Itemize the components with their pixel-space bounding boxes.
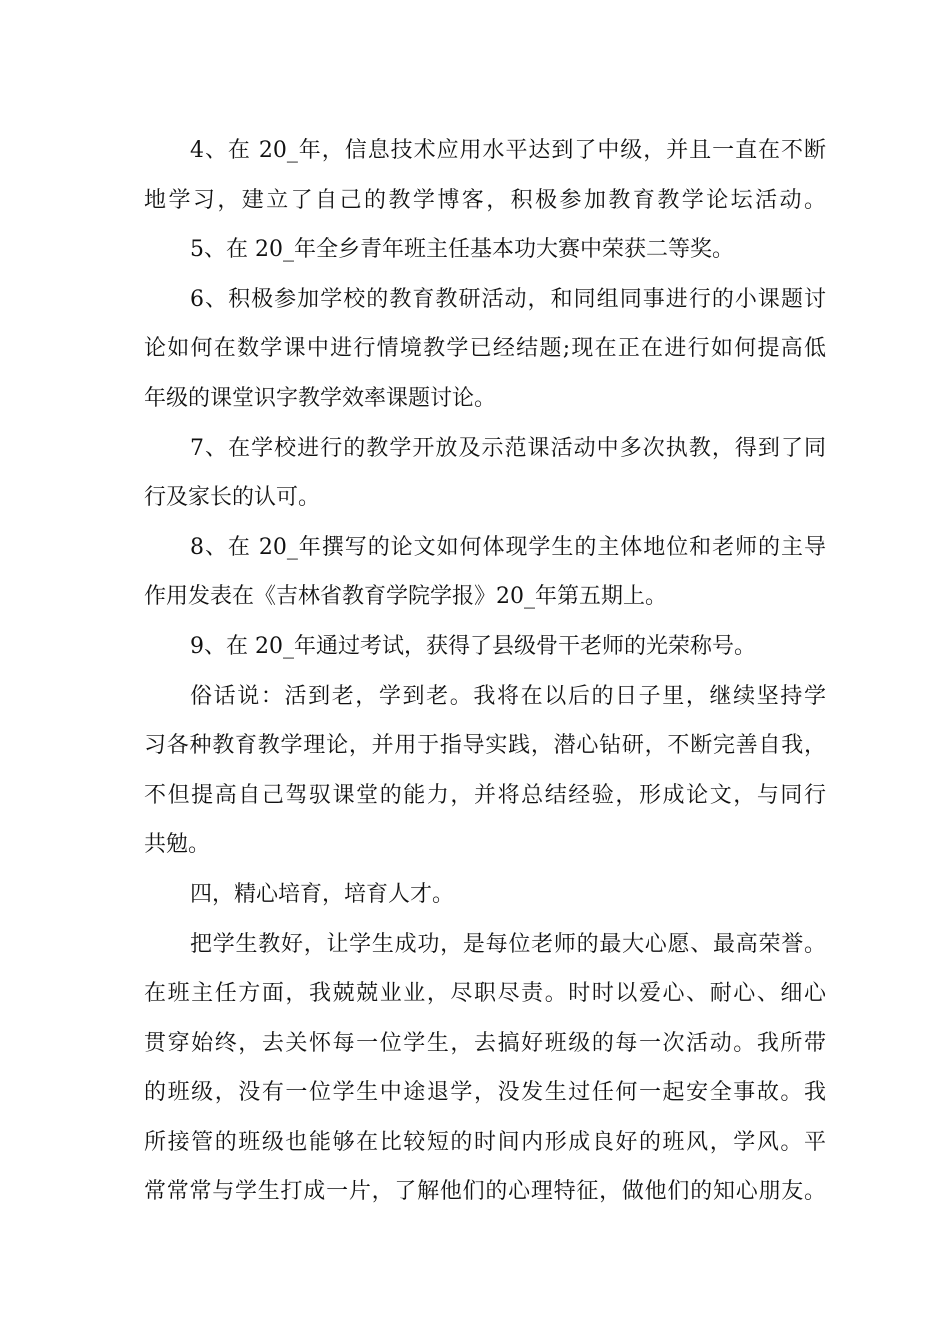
paragraph-7-line-1: 7、在学校进行的教学开放及示范课活动中多次执教，得到了同 xyxy=(190,435,826,461)
final-paragraph-line-6: 常常常与学生打成一片，了解他们的心理特征，做他们的知心朋友。 xyxy=(144,1179,826,1205)
paragraph-4-line-1: 4、在 20_年，信息技术应用水平达到了中级，并且一直在不断 xyxy=(190,138,826,163)
document-body xyxy=(144,126,826,1217)
paragraph-6-line-3: 年级的课堂识字教学效率课题讨论。 xyxy=(144,385,497,411)
paragraph-8-line-1: 8、在 20_年撰写的论文如何体现学生的主体地位和老师的主导 xyxy=(190,534,826,560)
final-paragraph-line-2: 在班主任方面，我兢兢业业，尽职尽责。时时以爱心、耐心、细心 xyxy=(144,981,826,1007)
final-paragraph-line-3: 贯穿始终，去关怀每一位学生，去搞好班级的每一次活动。我所带 xyxy=(144,1030,826,1056)
paragraph-4-line-2: 地学习，建立了自己的教学博客，积极参加教育教学论坛活动。 xyxy=(144,187,826,213)
proverb-paragraph-line-1: 俗话说：活到老，学到老。我将在以后的日子里，继续坚持学 xyxy=(190,683,826,709)
proverb-paragraph-line-2: 习各种教育教学理论，并用于指导实践，潜心钻研，不断完善自我， xyxy=(144,733,826,759)
final-paragraph-line-4: 的班级，没有一位学生中途退学，没发生过任何一起安全事故。我 xyxy=(144,1080,826,1106)
section-heading: 四，精心培育，培育人才。 xyxy=(190,881,455,907)
proverb-paragraph-line-3: 不但提高自己驾驭课堂的能力，并将总结经验，形成论文，与同行 xyxy=(144,782,826,808)
paragraph-9-line-1: 9、在 20_年通过考试，获得了县级骨干老师的光荣称号。 xyxy=(190,633,756,659)
final-paragraph-line-1: 把学生教好，让学生成功，是每位老师的最大心愿、最高荣誉。 xyxy=(190,931,826,957)
paragraph-6-line-2: 论如何在数学课中进行情境教学已经结题;现在正在进行如何提高低 xyxy=(144,336,826,362)
paragraph-7-line-2: 行及家长的认可。 xyxy=(144,485,321,511)
paragraph-6-line-1: 6、积极参加学校的教育教研活动，和同组同事进行的小课题讨 xyxy=(190,286,826,312)
paragraph-5-line-1: 5、在 20_年全乡青年班主任基本功大赛中荣获二等奖。 xyxy=(190,237,734,263)
paragraph-8-line-2: 作用发表在《吉林省教育学院学报》20_年第五期上。 xyxy=(144,584,667,610)
final-paragraph-line-5: 所接管的班级也能够在比较短的时间内形成良好的班风，学风。平 xyxy=(144,1129,826,1155)
proverb-paragraph-line-4: 共勉。 xyxy=(144,832,211,858)
